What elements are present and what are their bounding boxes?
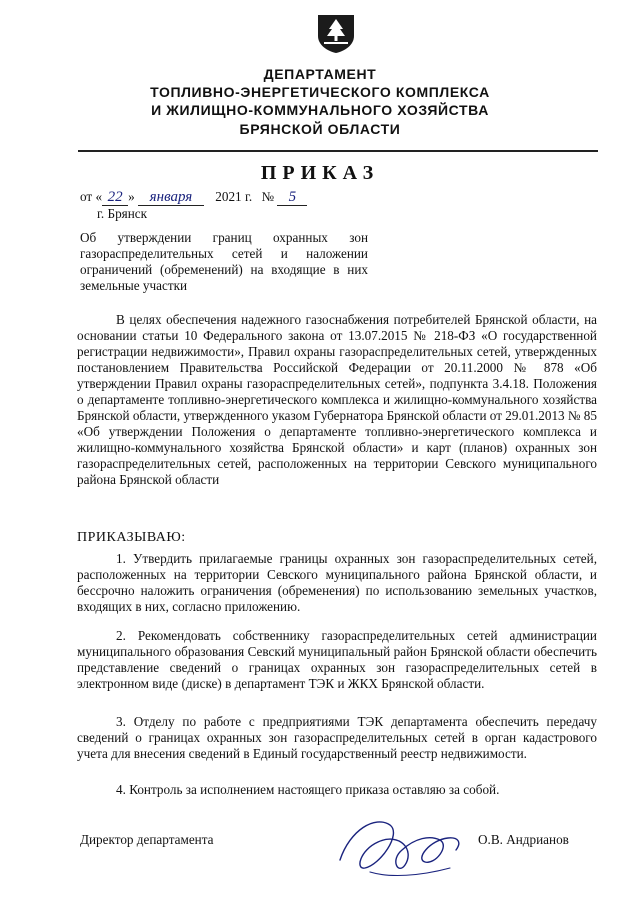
- date-day: 22: [102, 189, 128, 206]
- city: г. Брянск: [97, 206, 148, 221]
- date-year: 2021 г.: [215, 189, 253, 204]
- handwritten-signature: [330, 810, 470, 885]
- header-rule: [78, 150, 598, 152]
- coat-of-arms-logo: [315, 12, 357, 54]
- order-item-3: 3. Отделу по работе с предприятиями ТЭК департамента обеспечить передачу сведений о границах охранных зон газораспределительных сетей в орган кадастрового учета для внесения сведений в Единый государственный реестр недвижимости.: [77, 714, 597, 761]
- date-prefix: от «: [80, 189, 103, 204]
- signatory-position: Директор департамента: [80, 832, 214, 847]
- number-value: 5: [277, 189, 307, 206]
- order-item-1: 1. Утвердить прилагаемые границы охранных зон газораспределительных сетей, расположенных на территории Севского муниципального района Брянской области, и бессрочно наложить ограничения (обременения) по использованию земельных участков, входящих в них, согласно приложению.: [77, 551, 597, 614]
- order-item-2: 2. Рекомендовать собственнику газораспределительных сетей администрации муниципального образования Севский муниципальный район Брянской области обеспечить представление сведений о границах охранных зон газораспределительных сетей в электронном виде (диске) в департамент ТЭК и ЖКХ Брянской области.: [77, 628, 597, 691]
- number-label: №: [261, 189, 275, 204]
- dept-title-line-1: ДЕПАРТАМЕНТ: [263, 66, 377, 82]
- date-mid: »: [128, 189, 135, 204]
- date-month: января: [138, 189, 204, 206]
- dept-title-line-2: ТОПЛИВНО-ЭНЕРГЕТИЧЕСКОГО КОМПЛЕКСА: [150, 84, 490, 100]
- dept-title-line-3: И ЖИЛИЩНО-КОММУНАЛЬНОГО ХОЗЯЙСТВА: [151, 102, 489, 118]
- order-subject: Об утверждении границ охранных зон газораспределительных сетей и наложении ограничений (обременений) на входящие в них земельные участки: [80, 230, 368, 293]
- date-line: [80, 189, 307, 206]
- preamble-paragraph: В целях обеспечения надежного газоснабжения потребителей Брянской области, на основании статьи 10 Федерального закона от 13.07.2015 № 218-ФЗ «О государственной регистрации недвижимости», Правил охраны газораспределительных сетей, утвержденных постановлением Правительства Российской Федерации от 20.11.2000 № 878 «Об утверждении Правил охраны газораспределительных сетей», подпункта 3.4.18. Положения о департаменте топливно-энергетического комплекса и жилищно-коммунального хозяйства Брянской области, утвержденного указом Губернатора Брянской области от 29.01.2013 № 85 «Об утверждении Положения о департаменте топливно-энергетического комплекса и жилищно-коммунального хозяйства Брянской области» и карт (планов) охранных зон газораспределительных сетей, расположенных на территории Севского муниципального района Брянской области: [77, 312, 597, 487]
- document-title: ПРИКАЗ: [260, 162, 380, 184]
- order-word: ПРИКАЗЫВАЮ:: [77, 530, 186, 545]
- signatory-name: О.В. Андрианов: [478, 832, 569, 847]
- order-item-4: 4. Контроль за исполнением настоящего приказа оставляю за собой.: [116, 782, 500, 797]
- dept-title-line-4: БРЯНСКОЙ ОБЛАСТИ: [239, 121, 401, 137]
